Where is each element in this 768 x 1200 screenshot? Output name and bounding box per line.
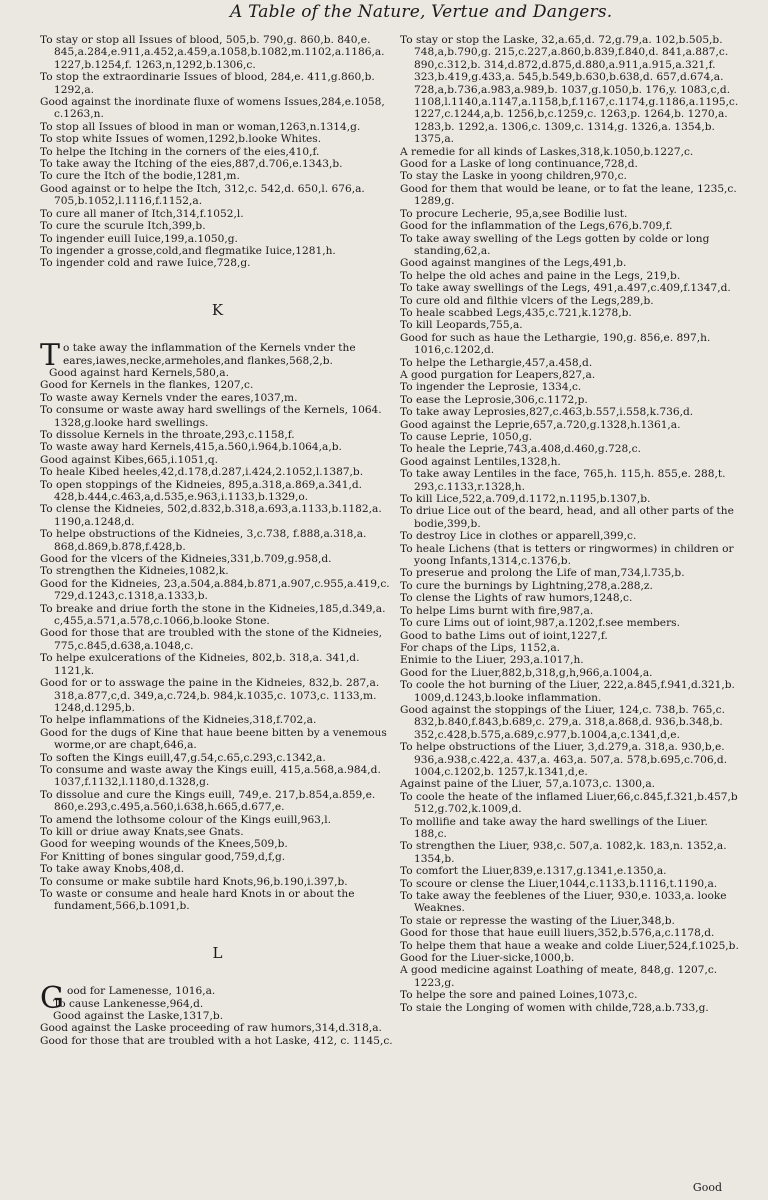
left-column xyxy=(40,34,395,1047)
index-entry: To kill Lice,522,a.709,d.1172,n.1195,b.1307,b. xyxy=(400,493,651,506)
index-entry: To scoure or clense the Liuer,1044,c.1133,b.1116,t.1190,a. xyxy=(400,877,718,890)
index-entry: To stop white Issues of women,1292,b.looke Whites. xyxy=(40,133,322,146)
index-entry: To helpe exulcerations of the Kidneies, 802,b. 318,a. 341,d. 1121,k. xyxy=(40,652,360,677)
section-letter-k: K xyxy=(211,300,224,319)
index-entry: To heale Kibed heeles,42,d.178,d.287,i.424,2.1052,l.1387,b. xyxy=(40,466,364,479)
index-entry: To cause Lankenesse,964,d. xyxy=(52,997,204,1010)
index-entry: To helpe them that haue a weake and colde Liuer,524,f.1025,b. xyxy=(400,939,739,952)
index-entry: Good against the Laske,1317,b. xyxy=(52,1010,224,1023)
index-entry: To ingender the Leprosie, 1334,c. xyxy=(400,381,582,394)
index-entry: To open stoppings of the Kidneies, 895,a.318,a.869,a.341,d. 428,b.444,c.463,a,d.535,e.963,i.1133,b.1329,o. xyxy=(40,478,362,503)
index-entry: To take away Leprosies,827,c.463,b.557,i.558,k.736,d. xyxy=(400,406,694,419)
index-entry: A good medicine against Loathing of meate, 848,g. 1207,c. 1223,g. xyxy=(400,964,718,989)
index-entry: For chaps of the Lips, 1152,a. xyxy=(400,641,561,654)
index-entry: To cause Leprie, 1050,g. xyxy=(400,431,533,443)
index-entry: To destroy Lice in clothes or apparell,399,c. xyxy=(400,530,637,543)
index-entry: For Knitting of bones singular good,759,d,f,g. xyxy=(40,850,286,863)
index-entry: To stop the extraordinarie Issues of blood, 284,e. 411,g.860,b. 1292,a. xyxy=(40,71,375,96)
index-entry: Good for the vlcers of the Kidneies,331,b.709,g.958,d. xyxy=(40,553,332,566)
index-entry: To take away Knobs,408,d. xyxy=(40,863,185,876)
index-entry: A remedie for all kinds of Laskes,318,k.1050,b.1227,c. xyxy=(400,145,694,158)
index-entry: To waste away hard Kernels,415,a.560,i.964,b.1064,a,b. xyxy=(40,441,342,454)
index-entry: To ingender euill Iuice,199,a.1050,g. xyxy=(40,232,238,245)
index-entry: Good against the Leprie,657,a.720,g.1328,h.1361,a. xyxy=(400,418,681,431)
index-entry: To cure Lims out of ioint,987,a.1202,f.see members. xyxy=(400,617,680,630)
index-entry: To heale the Leprie,743,a.408,d.460,g.728,c. xyxy=(400,443,641,456)
index-entry: To preserue and prolong the Life of man,734,l.735,b. xyxy=(400,567,685,580)
index-entry: To cure old and filthie vlcers of the Legs,289,b. xyxy=(400,294,654,307)
index-entry: Good against the stoppings of the Liuer, 124,c. 738,b. 765,c. 832,b.840,f.843,b.689,c. 279,a. 318,a.868,d. 936,b.348,b. 352,c.428,b.575,a.689,c.977,b.1004,a,c.1341,d,e. xyxy=(400,703,725,741)
index-entry: Good for such as haue the Lethargie, 190,g. 856,e. 897,h. 1016,c.1202,d. xyxy=(400,331,711,357)
index-entry: To take away swelling of the Legs gotten by colde or long standing,62,a. xyxy=(400,232,710,257)
index-entry: To procure Lecherie, 95,a,see Bodilie lust. xyxy=(400,207,628,220)
index-entry: To helpe Lims burnt with fire,987,a. xyxy=(400,604,594,617)
index-entry: To dissolue and cure the Kings euill, 749,e. 217,b.854,a.859,e. 860,e.293,c.495,a.560,i.638,h.665,d.677,e. xyxy=(40,788,376,814)
index-entry: Good for the dugs of Kine that haue beene bitten by a venemous worme,or are chapt,646,a. xyxy=(40,726,387,752)
index-entry: Good against the Laske proceeding of raw humors,314,d.318,a. xyxy=(40,1022,382,1035)
index-entry: To clense the Lights of raw humors,1248,c. xyxy=(400,592,633,605)
index-entry: To take away swellings of the Legs, 491,a.497,c.409,f.1347,d. xyxy=(400,282,731,295)
index-entry: Good for the Liuer-sicke,1000,b. xyxy=(400,952,575,965)
index-entry: Good for weeping wounds of the Knees,509,b. xyxy=(40,838,288,851)
index-entry: To take away Lentiles in the face, 765,h. 115,h. 855,e. 288,t. 293,c.1133,r.1328,h. xyxy=(400,468,726,493)
index-entry: To mollifie and take away the hard swellings of the Liuer. 188,c. xyxy=(400,815,708,840)
index-entry: To consume or make subtile hard Knots,96,b.190,i.397,b. xyxy=(40,875,348,888)
entry-list-k xyxy=(40,338,395,913)
index-entry: To soften the Kings euill,47,g.54,c.65,c.293,c.1342,a. xyxy=(40,751,326,764)
index-entry: Good against mangines of the Legs,491,b. xyxy=(400,257,627,270)
index-entry: Good against Lentiles,1328,h. xyxy=(400,455,561,468)
entry-text: ood for Lamenesse, 1016,a. xyxy=(66,985,216,998)
index-entry: Good for Kernels in the flankes, 1207,c. xyxy=(40,379,254,392)
entry-list-l xyxy=(40,981,395,1047)
index-entry: To clense the Kidneies, 502,d.832,b.318,a.693,a.1133,b.1182,a. 1190,a.1248,d. xyxy=(40,503,382,528)
index-entry: Good for the Kidneies, 23,a.504,a.884,b.871,a.907,c.955,a.419,c. 729,d.1243,c.1318,a.1333,b. xyxy=(40,577,390,603)
page-title: A Table of the Nature, Vertue and Dangers. xyxy=(230,2,613,22)
index-entry: To driue Lice out of the beard, head, and all other parts of the bodie,399,b. xyxy=(400,505,734,530)
index-entry: To take away the feeblenes of the Liuer, 930,e. 1033,a. looke Weaknes. xyxy=(400,890,727,915)
index-entry: To ingender cold and rawe Iuice,728,g. xyxy=(40,257,251,270)
index-entry: To helpe the sore and pained Loines,1073,c. xyxy=(400,989,638,1002)
index-entry: Good for those that are troubled with a hot Laske, 412, c. 1145,c. xyxy=(40,1034,393,1047)
index-entry: Good for the inflammation of the Legs,676,b.709,f. xyxy=(400,220,673,233)
index-entry: To staie or represse the wasting of the Liuer,348,b. xyxy=(400,914,675,927)
index-entry: To helpe inflammations of the Kidneies,318,f.702,a. xyxy=(40,714,317,727)
index-entry: To consume and waste away the Kings euill, 415,a.568,a.984,d. 1037,f.1132,l.1180,d.1328,g. xyxy=(40,763,381,789)
index-entry: To stay or stop the Laske, 32,a.65,d. 72,g.79,a. 102,b.505,b. 748,a,b.790,g. 215,c.227,a.860,b.839,f.840,d. 841,a.887,c. 890,c.312,b. 314,d.872,d.875,d.880,a.911,a.915,a.321,f. 323,b.419,g.433,a. 545,b.549,b.630,b.638,d. 657,d.674,a. 728,a,b.736,a.983,a.989,b. 1037,g.1050,b. 176,y. 1083,c,d. 1108,l.1140,a.1147,a.1158,b,f.1167,c.1174,g.1186,a.1195,c. 1227,c.1244,a,b. 1256,b,c.1259,c. 1263,p. 1264,b. 1270,a. 1283,b. 1292,a. 1306,c. 1309,c. 1314,g. 1326,a. 1354,b. 1375,a. xyxy=(400,34,739,146)
index-entry: To take away the Itching of the eies,887,d.706,e.1343,b. xyxy=(40,158,343,171)
index-entry: A good purgation for Leapers,827,a. xyxy=(400,368,596,381)
index-entry: Good for those that are troubled with the stone of the Kidneies, 775,c.845,d.638,a.1048,c. xyxy=(40,627,382,652)
index-entry: Good against hard Kernels,580,a. xyxy=(49,366,229,379)
index-entry: To heale Lichens (that is tetters or ringwormes) in children or yoong Infants,1314,c.1376,b. xyxy=(400,542,734,568)
entry-list-l-rest xyxy=(40,998,395,1048)
index-entry: To cure the Itch of the bodie,1281,m. xyxy=(40,170,240,183)
index-entry: Good to bathe Lims out of ioint,1227,f. xyxy=(400,629,608,642)
index-entry: To cure all maner of Itch,314,f.1052,l. xyxy=(40,207,244,220)
index-entry: To helpe the Itching in the corners of the eies,410,f. xyxy=(40,145,320,158)
index-entry: Good for the Liuer,882,b,318,g,h,966,a.1004,a. xyxy=(400,666,653,679)
index-entry: To breake and driue forth the stone in the Kidneies,185,d.349,a. c,455,a.571,a.578,c.1066,b.looke Stone. xyxy=(40,602,386,628)
entry-text: o take away the inflammation of the Kernels vnder the eares,iawes,necke,armeholes,and flankes,568,2,b. xyxy=(63,342,356,367)
index-entry: To helpe the Lethargie,457,a.458,d. xyxy=(400,356,593,369)
index-entry: To ease the Leprosie,306,c.1172,p. xyxy=(400,393,588,406)
index-entry: To stay the Laske in yoong children,970,c. xyxy=(400,170,627,183)
entry-list-k-rest xyxy=(40,367,395,913)
index-entry: To helpe obstructions of the Liuer, 3,d.279,a. 318,a. 930,b,e. 936,a.938,c.422,a. 437,a. 463,a. 507,a. 578,b.695,c.706,d. 1004,c.1202,b. 1257,k.1341,d,e. xyxy=(400,741,728,778)
index-entry: Good against or to helpe the Itch, 312,c. 542,d. 650,l. 676,a. 705,b.1052,l.1116,f.1152,a. xyxy=(40,182,365,208)
index-entry: To coole the hot burning of the Liuer, 222,a.845,f.941,d.321,b. 1009,d.1243,b.looke inflammation. xyxy=(400,679,735,704)
index-entry: Good against the inordinate fluxe of womens Issues,284,e.1058, c.1263,n. xyxy=(40,96,385,121)
index-entry: To staie the Longing of women with childe,728,a.b.733,g. xyxy=(400,1001,709,1014)
index-entry: Good against Kibes,665,i.1051,q. xyxy=(40,453,219,466)
index-entry: To waste away Kernels vnder the eares,1037,m. xyxy=(40,391,298,404)
index-entry: To ingender a grosse,cold,and flegmatike Iuice,1281,h. xyxy=(40,244,336,257)
index-entry: Good for or to asswage the paine in the Kidneies, 832,b. 287,a. 318,a.877,c,d. 349,a,c.724,b. 984,k.1035,c. 1073,c. 1133,m. 1248,d.1295,b. xyxy=(40,677,380,714)
index-entry: Good for a Laske of long continuance,728,d. xyxy=(400,158,638,171)
index-entry: Against paine of the Liuer, 57,a.1073,c. 1300,a. xyxy=(400,778,656,791)
index-entry: To helpe obstructions of the Kidneies, 3,c.738, f.888,a.318,a. 868,d.869,b.878,f.428,b. xyxy=(40,528,367,553)
index-entry: To strengthen the Kidneies,1082,k. xyxy=(40,565,229,578)
index-entry: To stay or stop all Issues of blood, 505,b. 790,g. 860,b. 840,e. 845,a.284,e.911,a.452,a.459,a.1058,b.1082,m.1102,a.1186,a. 1227,b.1254,f. 1263,n,1292,b.1306,c. xyxy=(40,34,385,71)
index-entry: To cure the burnings by Lightning,278,a.288,z. xyxy=(400,579,653,592)
index-entry: Good for those that haue euill liuers,352,b.576,a,c.1178,d. xyxy=(400,927,715,940)
entry-list-l-continued xyxy=(400,34,740,1014)
right-column xyxy=(400,34,740,1014)
catchword: Good xyxy=(692,1181,722,1194)
index-entry: Good for them that would be leane, or to fat the leane, 1235,c. 1289,g. xyxy=(400,182,737,208)
index-entry: To waste or consume and heale hard Knots in or about the fundament,566,b.1091,b. xyxy=(40,888,355,913)
index-entry: To strengthen the Liuer, 938,c. 507,a. 1082,k. 183,n. 1352,a. 1354,b. xyxy=(400,840,727,865)
index-entry: To heale scabbed Legs,435,c.721,k.1278,b. xyxy=(400,306,632,319)
entry-list-i xyxy=(40,34,395,270)
index-entry: To coole the heate of the inflamed Liuer,66,c.845,f.321,b.457,b 512,g.702,k.1009,d. xyxy=(400,790,738,816)
index-entry: To dissolue Kernels in the throate,293,c.1158,f. xyxy=(40,428,295,441)
drop-cap-k: T xyxy=(40,338,61,374)
index-entry: To comfort the Liuer,839,e.1317,g.1341,e.1350,a. xyxy=(400,865,667,878)
index-entry: To stop all Issues of blood in man or woman,1263,n.1314,g. xyxy=(40,120,361,133)
index-entry: Enimie to the Liuer, 293,a.1017,h. xyxy=(400,654,584,667)
index-entry: To helpe the old aches and paine in the Legs, 219,b. xyxy=(400,269,681,282)
index-entry: To cure the scurule Itch,399,b. xyxy=(40,220,206,233)
index-entry: To amend the lothsome colour of the Kings euill,963,l. xyxy=(40,813,332,826)
index-entry: To consume or waste away hard swellings of the Kernels, 1064. 1328,g.looke hard swellings. xyxy=(40,404,382,429)
index-entry: To kill or driue away Knats,see Gnats. xyxy=(40,825,244,838)
section-letter-l: L xyxy=(212,943,223,962)
drop-cap-l: G xyxy=(40,981,64,1017)
index-entry: To kill Leopards,755,a. xyxy=(400,319,523,332)
